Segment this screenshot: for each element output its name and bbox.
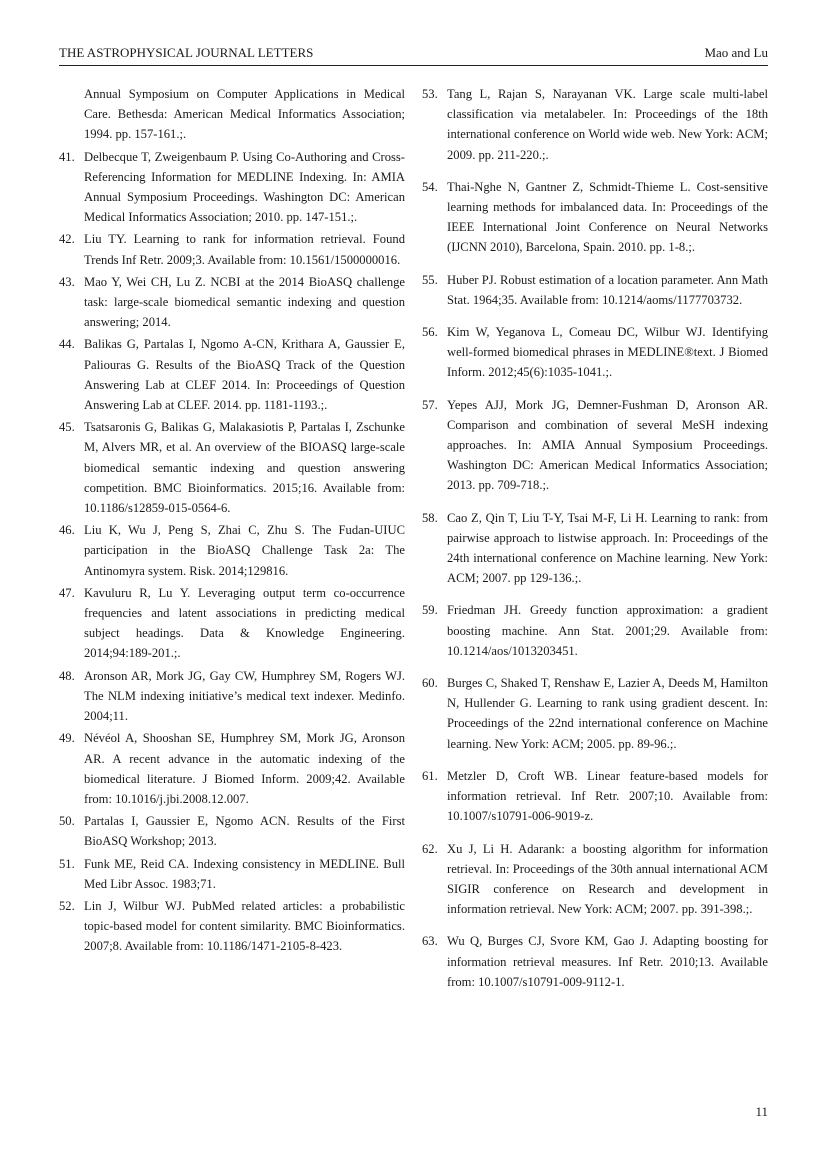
reference-number: 52. — [59, 898, 75, 913]
reference-item — [59, 854, 405, 894]
reference-number: 59. — [422, 603, 438, 618]
journal-title: THE ASTROPHYSICAL JOURNAL LETTERS — [59, 45, 314, 60]
reference-item — [59, 811, 405, 851]
reference-item — [59, 666, 405, 727]
reference-number: 49. — [59, 731, 75, 746]
reference-item — [422, 84, 768, 165]
reference-item — [59, 272, 405, 333]
reference-item — [422, 931, 768, 992]
reference-item — [59, 520, 405, 581]
reference-item — [59, 334, 405, 415]
reference-item — [59, 583, 405, 664]
running-header — [59, 45, 768, 61]
reference-text: Xu J, Li H. Adarank: a boosting algorithm for information retrieval. In: Proceedings of the 30th annual international ACM SIGIR conference on Research and development in information retrieval. New York: ACM; 2007. pp. 391-398.;. — [447, 841, 768, 917]
reference-item — [59, 147, 405, 228]
reference-number: 56. — [422, 325, 438, 340]
running-authors: Mao and Lu — [704, 45, 768, 60]
reference-number: 48. — [59, 668, 75, 683]
reference-item — [59, 417, 405, 518]
reference-item — [422, 395, 768, 496]
reference-text: Liu K, Wu J, Peng S, Zhai C, Zhu S. The Fudan-UIUC participation in the BioASQ Challenge Task 2a: The Antinomyra system. Risk. 2014;129816. — [84, 523, 405, 578]
reference-text: Wu Q, Burges CJ, Svore KM, Gao J. Adapting boosting for information retrieval measures. Inf Retr. 2010;13. Available from: 10.1007/s10791-009-9112-1. — [447, 934, 768, 989]
reference-item — [59, 728, 405, 809]
reference-item — [422, 508, 768, 589]
reference-number: 54. — [422, 179, 438, 194]
reference-number: 41. — [59, 149, 75, 164]
reference-item — [422, 270, 768, 310]
reference-text: Partalas I, Gaussier E, Ngomo ACN. Results of the First BioASQ Workshop; 2013. — [84, 814, 405, 849]
reference-text: Funk ME, Reid CA. Indexing consistency in MEDLINE. Bull Med Libr Assoc. 1983;71. — [84, 856, 405, 891]
reference-text: Cao Z, Qin T, Liu T-Y, Tsai M-F, Li H. Learning to rank: from pairwise approach to listwise approach. In: Proceedings of the 24th international conference on Machine learning. New York: ACM; 2007. pp 129-136.;. — [447, 510, 768, 586]
reference-number: 46. — [59, 523, 75, 538]
reference-number: 55. — [422, 272, 438, 287]
reference-item — [422, 839, 768, 920]
reference-text: Annual Symposium on Computer Applications in Medical Care. Bethesda: American Medical Informatics Association; 1994. pp. 157-161.;. — [84, 87, 405, 142]
reference-number: 43. — [59, 274, 75, 289]
reference-number: 58. — [422, 510, 438, 525]
reference-text: Névéol A, Shooshan SE, Humphrey SM, Mork JG, Aronson AR. A recent advance in the automatic indexing of the biomedical literature. J Biomed Inform. 2009;42. Available from: 10.1016/j.jbi.2008.12.007. — [84, 731, 405, 806]
reference-text: Kim W, Yeganova L, Comeau DC, Wilbur WJ. Identifying well-formed biomedical phrases in MEDLINE®text. J Biomed Inform. 2012;45(6):1035-1041.;. — [447, 325, 768, 380]
reference-item — [422, 673, 768, 754]
reference-text: Lin J, Wilbur WJ. PubMed related articles: a probabilistic topic-based model for content similarity. BMC Bioinformatics. 2007;8. Available from: 10.1186/1471-2105-8-423. — [84, 898, 405, 954]
reference-item — [422, 766, 768, 827]
page-number: 11 — [755, 1104, 768, 1119]
reference-text: Tsatsaronis G, Balikas G, Malakasiotis P, Partalas I, Zschunke M, Alvers MR, et al. An overview of the BIOASQ large-scale biomedical semantic indexing and question answering competition. BMC Bioinformatics. 2015;16. Available from: 10.1186/s12859-015-0564-6. — [84, 420, 405, 516]
reference-text: Thai-Nghe N, Gantner Z, Schmidt-Thieme L. Cost-sensitive learning methods for imbalanced data. In: Proceedings of the IEEE International Joint Conference on Neural Networks (IJCNN 2010), Barcelona, Spain. 2010. pp. 1-8.;. — [447, 179, 768, 255]
reference-text: Balikas G, Partalas I, Ngomo A-CN, Krithara A, Gaussier E, Paliouras G. Results of the BioASQ Track of the Question Answering Lab at CLEF 2014. In: Proceedings of Question Answering Lab at CLEF. 2014. pp. 1181-1193.;. — [84, 337, 405, 413]
reference-number: 50. — [59, 814, 75, 829]
reference-number: 63. — [422, 934, 438, 949]
reference-number: 44. — [59, 337, 75, 352]
reference-number: 47. — [59, 585, 75, 600]
left-reference-column — [59, 84, 405, 959]
reference-number: 45. — [59, 420, 75, 435]
reference-number: 51. — [59, 856, 75, 871]
reference-text: Friedman JH. Greedy function approximation: a gradient boosting machine. Ann Stat. 2001;29. Available from: 10.1214/aos/1013203451. — [447, 603, 768, 658]
reference-text: Huber PJ. Robust estimation of a location parameter. Ann Math Stat. 1964;35. Available from: 10.1214/aoms/1177703732. — [447, 272, 768, 307]
reference-item — [422, 177, 768, 258]
reference-item — [422, 322, 768, 383]
reference-text: Yepes AJJ, Mork JG, Demner-Fushman D, Aronson AR. Comparison and combination of several MeSH indexing approaches. In: AMIA Annual Symposium Proceedings. Washington DC: American Medical Informatics Association; 2013. pp. 709-718.;. — [447, 397, 768, 493]
reference-number: 62. — [422, 841, 438, 856]
reference-number: 60. — [422, 676, 438, 691]
reference-number: 61. — [422, 768, 438, 783]
reference-number: 42. — [59, 232, 75, 247]
reference-item — [59, 896, 405, 957]
reference-item — [422, 600, 768, 661]
header-rule — [59, 65, 768, 66]
reference-text: Mao Y, Wei CH, Lu Z. NCBI at the 2014 BioASQ challenge task: large-scale biomedical semantic indexing and question answering; 2014. — [84, 274, 405, 330]
right-reference-column — [422, 84, 768, 1004]
reference-item — [59, 84, 405, 145]
reference-item — [59, 229, 405, 269]
reference-text: Liu TY. Learning to rank for information retrieval. Found Trends Inf Retr. 2009;3. Available from: 10.1561/1500000016. — [84, 232, 405, 267]
reference-number: 57. — [422, 397, 438, 412]
reference-text: Kavuluru R, Lu Y. Leveraging output term co-occurrence frequencies and latent associations in predicting medical subject headings. Data & Knowledge Engineering. 2014;94:189-201.;. — [84, 585, 405, 661]
reference-text: Burges C, Shaked T, Renshaw E, Lazier A, Deeds M, Hamilton N, Hullender G. Learning to rank using gradient descent. In: Proceedings of the 22nd international conference on Machine learning. New York: ACM; 2005. pp. 89-96.;. — [447, 676, 768, 751]
reference-text: Aronson AR, Mork JG, Gay CW, Humphrey SM, Rogers WJ. The NLM indexing initiative’s medical text indexer. Medinfo. 2004;11. — [84, 668, 405, 724]
reference-text: Metzler D, Croft WB. Linear feature-based models for information retrieval. Inf Retr. 2007;10. Available from: 10.1007/s10791-006-9019-z. — [447, 768, 768, 824]
reference-text: Delbecque T, Zweigenbaum P. Using Co-Authoring and Cross-Referencing Information for MEDLINE Indexing. In: AMIA Annual Symposium Proceedings. Washington DC: American Medical Informatics Association; 2010. pp. 147-151.;. — [84, 149, 405, 225]
reference-text: Tang L, Rajan S, Narayanan VK. Large scale multi-label classification via metalabeler. In: Proceedings of the 18th international conference on World wide web. New York: ACM; 2009. pp. 211-220.;. — [447, 87, 768, 162]
reference-number: 53. — [422, 87, 438, 101]
